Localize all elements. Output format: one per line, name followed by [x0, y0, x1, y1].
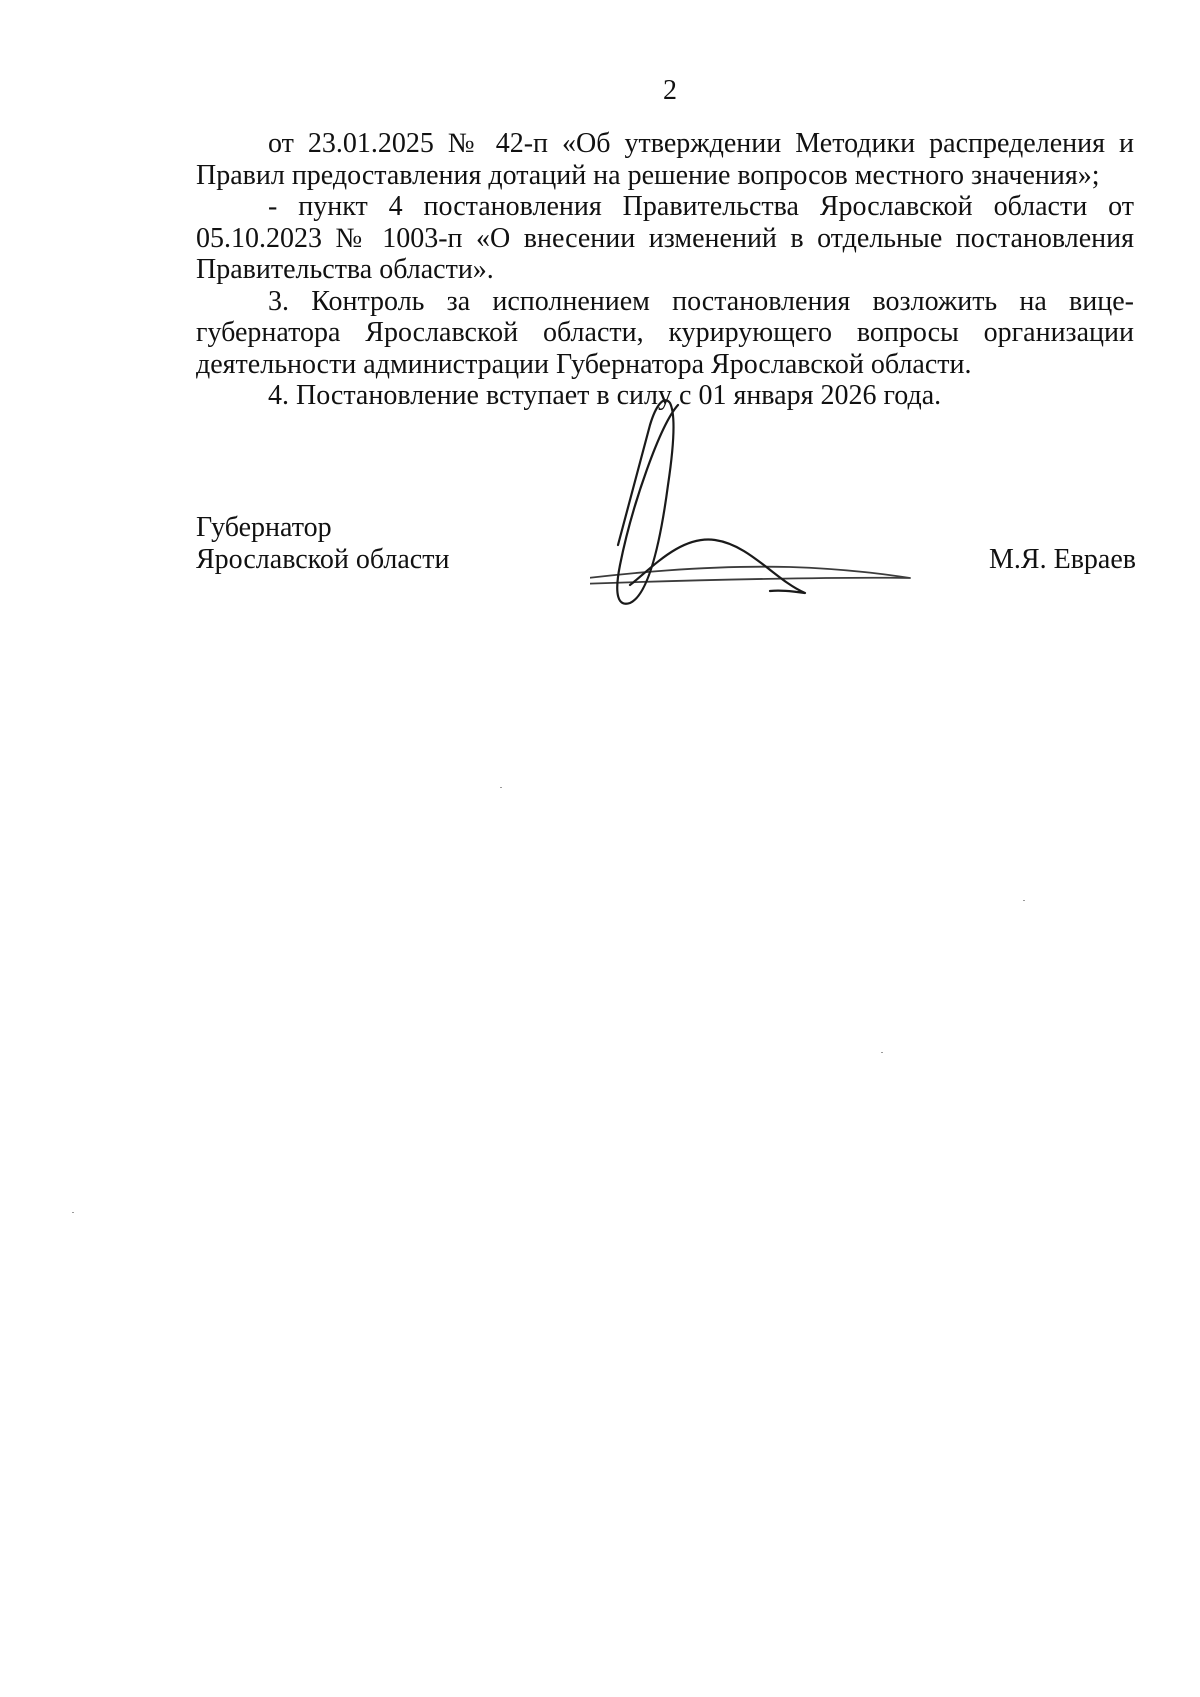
paragraph-control: 3. Контроль за исполнением постановления возложить на вице-губернатора Ярославской области, курирующего вопросы организации деятельности администрации Губернатора Ярославской области.: [196, 285, 1134, 380]
handwritten-signature: [590, 395, 1010, 645]
signatory-position-line1: Губернатор: [196, 512, 332, 543]
document-body: [196, 128, 1134, 412]
paragraph-effective-date: 4. Постановление вступает в силу с 01 января 2026 года.: [268, 380, 942, 411]
signatory-name: М.Я. Евраев: [989, 544, 1136, 575]
page-number: 2: [663, 75, 677, 106]
signature-underline-stroke: [590, 567, 910, 585]
paragraph-resolution-ref: от 23.01.2025 № 42-п «Об утверждении Методики распределения и Правил предоставления дотаций на решение вопросов местного значения»;: [196, 128, 1134, 191]
signatory-position-line2: Ярославской области: [196, 544, 450, 575]
signatory-position: [196, 512, 449, 576]
paragraph-item-4: - пункт 4 постановления Правительства Ярославской области от 05.10.2023 № 1003-п «О внесении изменений в отдельные постановления Правительства области».: [196, 191, 1134, 285]
